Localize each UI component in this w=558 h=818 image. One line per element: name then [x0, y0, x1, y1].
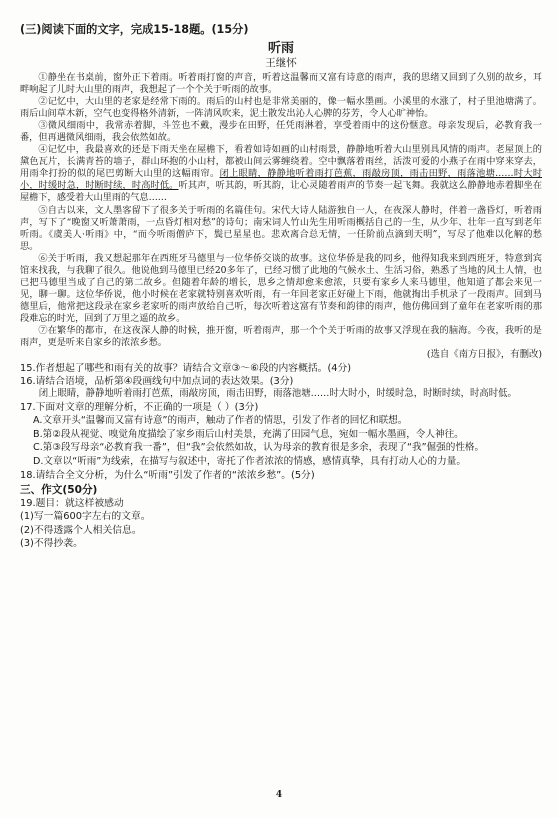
paragraph-4-end: 听其声，听其韵，听其韵，让心灵随着雨声的节奏一起飞舞。我就这么静静地赤着脚坐在屋檐下，感受着大山里雨的气息……	[20, 180, 543, 204]
composition-topic: 19.题目：就这样被感动	[20, 497, 124, 509]
paragraph-1: ①静坐在书桌前，窗外正下着雨。听着雨打窗的声音，听着这温馨而又富有诗意的雨声，我的思绪又回到了久别的故乡，耳畔响起了儿时大山里的雨声，我想起了一个个关于听雨的故事。	[20, 72, 542, 96]
underlined-sentence: 闭上眼睛，静静地听着雨打芭蕉，雨敲房顶，雨击田野，雨落池塘……时大时小，时缓时急，时断时续，时高时低。	[20, 168, 543, 192]
paragraph-4	[20, 144, 542, 204]
option-c: C.第③段写母亲“必教育我一番”，但“我”会依然如故，认为母亲的教育很是多余，表现了“我”倔强的性格。	[33, 442, 485, 454]
paragraph-7: ⑦在繁华的都市，在这夜深人静的时候，推开窗，听着雨声，那一个个关于听雨的故事又浮现在我的脑海。今夜，我听的是雨声，更是听来自家乡的浓浓乡愁。	[20, 324, 542, 349]
question-16-quote: 闭上眼睛，静静地听着雨打芭蕉，雨敲房顶，雨击田野，雨落池塘……时大时小，时缓时急，时断时续，时高时低。	[38, 388, 517, 400]
requirement-1: (1)写一篇600字左右的文章。	[20, 511, 151, 523]
passage-author: 王继怀	[265, 57, 297, 69]
option-a: A.文章开头“温馨而又富有诗意”的雨声，触动了作者的情思，引发了作者的回忆和联想。	[33, 415, 408, 427]
question-17: 17.下面对文章的理解分析，不正确的一项是（ ）(3分)	[20, 402, 259, 414]
section-heading: (三)阅读下面的文字，完成15-18题。(15分)	[20, 23, 249, 36]
passage-title: 听雨	[267, 41, 294, 56]
paragraph-3: ③微风细雨中，我常赤着脚，斗笠也不戴，漫步在田野，任凭雨淋着，享受着雨中的这份惬意。母亲发现后，必教育我一番，但再遇微风细雨，我会依然如故。	[20, 120, 542, 144]
page-number: 4	[275, 790, 283, 800]
requirement-2: (2)不得透露个人相关信息。	[20, 524, 142, 536]
question-16: 16.请结合语境，品析第④段画线句中加点词的表达效果。(3分)	[20, 376, 294, 388]
option-d: D.文章以“听雨”为线索，在描写与叙述中，寄托了作者浓浓的情感，感情真挚，具有打动人心的力量。	[33, 456, 466, 468]
question-15: 15.作者想起了哪些和雨有关的故事？请结合文章③～⑥段的内容概括。(4分)	[20, 363, 352, 375]
question-18: 18.请结合全文分析，为什么“听雨”引发了作者的“浓浓乡愁”。(5分)	[20, 469, 315, 481]
page-content	[20, 22, 542, 550]
passage-source: (选自《南方日报》，有删改)	[426, 349, 542, 361]
requirement-3: (3)不得抄袭。	[20, 538, 83, 550]
paragraph-2: ②记忆中，大山里的老家是经常下雨的。雨后的山村也是非常美丽的，像一幅水墨画。小溪里的水涨了，村子里池塘满了。雨后山间草木新，空气也变得格外清新，一阵清风吹来，泥土散发出沁人心脾的芬芳，令人心旷神怡。	[20, 96, 542, 120]
paragraph-4-start: ④记忆中，我最喜欢的还是下雨天坐在屋檐下，看着如诗如画的山村雨景，静静地听着大山里别具风情的雨声。老屋顶上的黛色瓦片，长满青苔的墙子，群山环抱的小山村，都被山间云雾缠绕着。空中飘落着雨丝，活泼可爱的小燕子在雨中穿来穿去，用雨伞打扮的似的尾巴剪断大山里的这幅雨帘。	[20, 144, 542, 180]
paragraph-6: ⑥关于听雨，我又想起那年在西班牙马德里与一位华侨交谈的故事。这位华侨是我的同乡，他得知我来到西班牙，特意到宾馆来找我，与我聊了很久。他说他到马德里已经20多年了，已经习惯了此地的气候水土、生活习俗，熟悉了当地的风土人情，也已把马德里当成了自己的第二故乡。但随着年龄的增长，思乡之情却愈来愈浓，只要有家乡人来马德里，他知道了都会来见一见，聊一聊。这位华侨说，他小时候在老家就特别喜欢听雨，有一年回老家正好碰上下雨，他就掏出手机录了一段雨声。回到马德里后，他常把这段录在家乡老家听的雨声放给自己听，每次听着这富有节奏和韵律的雨声，他仿佛回到了童年在老家听雨的那段难忘的时光，回到了万里之遥的故乡。	[20, 252, 542, 324]
option-b: B.第②段从视觉、嗅觉角度描绘了家乡雨后山村美景，充满了田园气息，宛如一幅水墨画，令人神往。	[33, 428, 464, 440]
composition-heading: 三、作文(50分)	[20, 483, 98, 496]
paragraph-5: ⑤自古以来，文人墨客留下了很多关于听雨的名篇佳句。宋代大诗人陆游独自一人，在夜深人静时，伴着一盏昏灯，听着雨声，写下了“晚窗又听萧萧雨，一点昏灯相对愁”的诗句；南宋词人竹山先生用听雨概括自己的一生，从少年、壮年一直写到老年听雨。《虞美人·听雨》中，“而今听雨僧庐下，鬓已星星也。悲欢离合总无情，一任阶前点滴到天明”，写尽了他难以化解的愁思。	[20, 204, 542, 252]
